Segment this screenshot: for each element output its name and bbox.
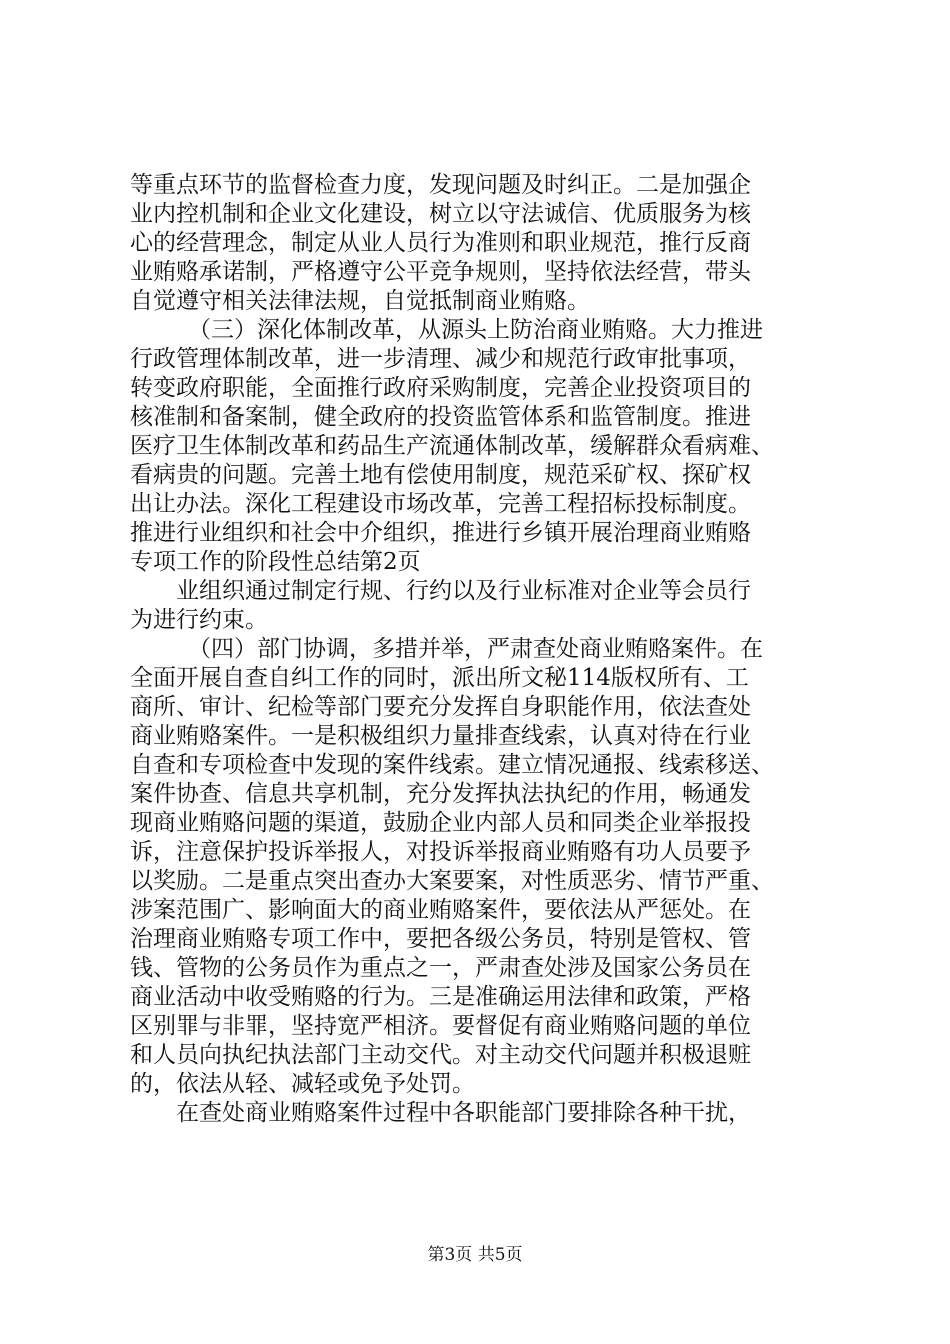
section-heading-line: （四）部门协调，多措并举，严肃查处商业贿赂案件。在	[188, 636, 763, 662]
text-line: 业内控机制和企业文化建设，树立以守法诚信、优质服务为核	[130, 201, 751, 227]
text-line: 区别罪与非罪，坚持宽严相济。要督促有商业贿赂问题的单位	[130, 1013, 751, 1039]
text-line: 自查和专项检查中发现的案件线索。建立情况通报、线索移送、	[130, 752, 774, 778]
text-line: 医疗卫生体制改革和药品生产流通体制改革，缓解群众看病难、	[130, 433, 774, 459]
document-body	[130, 171, 830, 1128]
paragraph-start-line: 业组织通过制定行规、行约以及行业标准对企业等会员行	[176, 578, 751, 604]
text-line: 全面开展自查自纠工作的同时，派出所文秘114版权所有、工	[130, 665, 749, 691]
text-line: 行政管理体制改革，进一步清理、减少和规范行政审批事项，	[130, 346, 751, 372]
section-heading-line: （三）深化体制改革，从源头上防治商业贿赂。大力推进	[188, 317, 763, 343]
text-line: 自觉遵守相关法律法规，自觉抵制商业贿赂。	[130, 288, 590, 314]
paragraph-start-line: 在查处商业贿赂案件过程中各职能部门要排除各种干扰，	[176, 1100, 751, 1126]
text-line: 和人员向执纪执法部门主动交代。对主动交代问题并积极退赃	[130, 1042, 751, 1068]
text-line: 商所、审计、纪检等部门要充分发挥自身职能作用，依法查处	[130, 694, 751, 720]
text-line: 涉案范围广、影响面大的商业贿赂案件，要依法从严惩处。在	[130, 897, 751, 923]
text-line: 等重点环节的监督检查力度，发现问题及时纠正。二是加强企	[130, 172, 751, 198]
text-line: 核准制和备案制，健全政府的投资监管体系和监管制度。推进	[130, 404, 751, 430]
page-number: 第3页 共5页	[427, 1245, 523, 1265]
text-line: 推进行业组织和社会中介组织，推进行乡镇开展治理商业贿赂	[130, 520, 751, 546]
text-line: 看病贵的问题。完善土地有偿使用制度，规范采矿权、探矿权	[130, 462, 751, 488]
text-line: 专项工作的阶段性总结第2页	[130, 549, 421, 575]
text-line: 钱、管物的公务员作为重点之一，严肃查处涉及国家公务员在	[130, 955, 751, 981]
text-line: 为进行约束。	[130, 607, 268, 633]
text-line: 商业活动中收受贿赂的行为。三是准确运用法律和政策，严格	[130, 984, 751, 1010]
text-line: 转变政府职能，全面推行政府采购制度，完善企业投资项目的	[130, 375, 751, 401]
text-line: 的，依法从轻、减轻或免予处罚。	[130, 1071, 475, 1097]
text-line: 治理商业贿赂专项工作中，要把各级公务员，特别是管权、管	[130, 926, 751, 952]
text-line: 案件协查、信息共享机制，充分发挥执法执纪的作用，畅通发	[130, 781, 751, 807]
text-line: 现商业贿赂问题的渠道，鼓励企业内部人员和同类企业举报投	[130, 810, 751, 836]
text-line: 业贿赂承诺制，严格遵守公平竞争规则，坚持依法经营，带头	[130, 259, 751, 285]
page-footer	[0, 1244, 950, 1266]
text-line: 诉，注意保护投诉举报人，对投诉举报商业贿赂有功人员要予	[130, 839, 751, 865]
text-line: 以奖励。二是重点突出查办大案要案，对性质恶劣、情节严重、	[130, 868, 774, 894]
text-line: 商业贿赂案件。一是积极组织力量排查线索，认真对待在行业	[130, 723, 751, 749]
text-line: 心的经营理念，制定从业人员行为准则和职业规范，推行反商	[130, 230, 751, 256]
text-line: 出让办法。深化工程建设市场改革，完善工程招标投标制度。	[130, 491, 751, 517]
